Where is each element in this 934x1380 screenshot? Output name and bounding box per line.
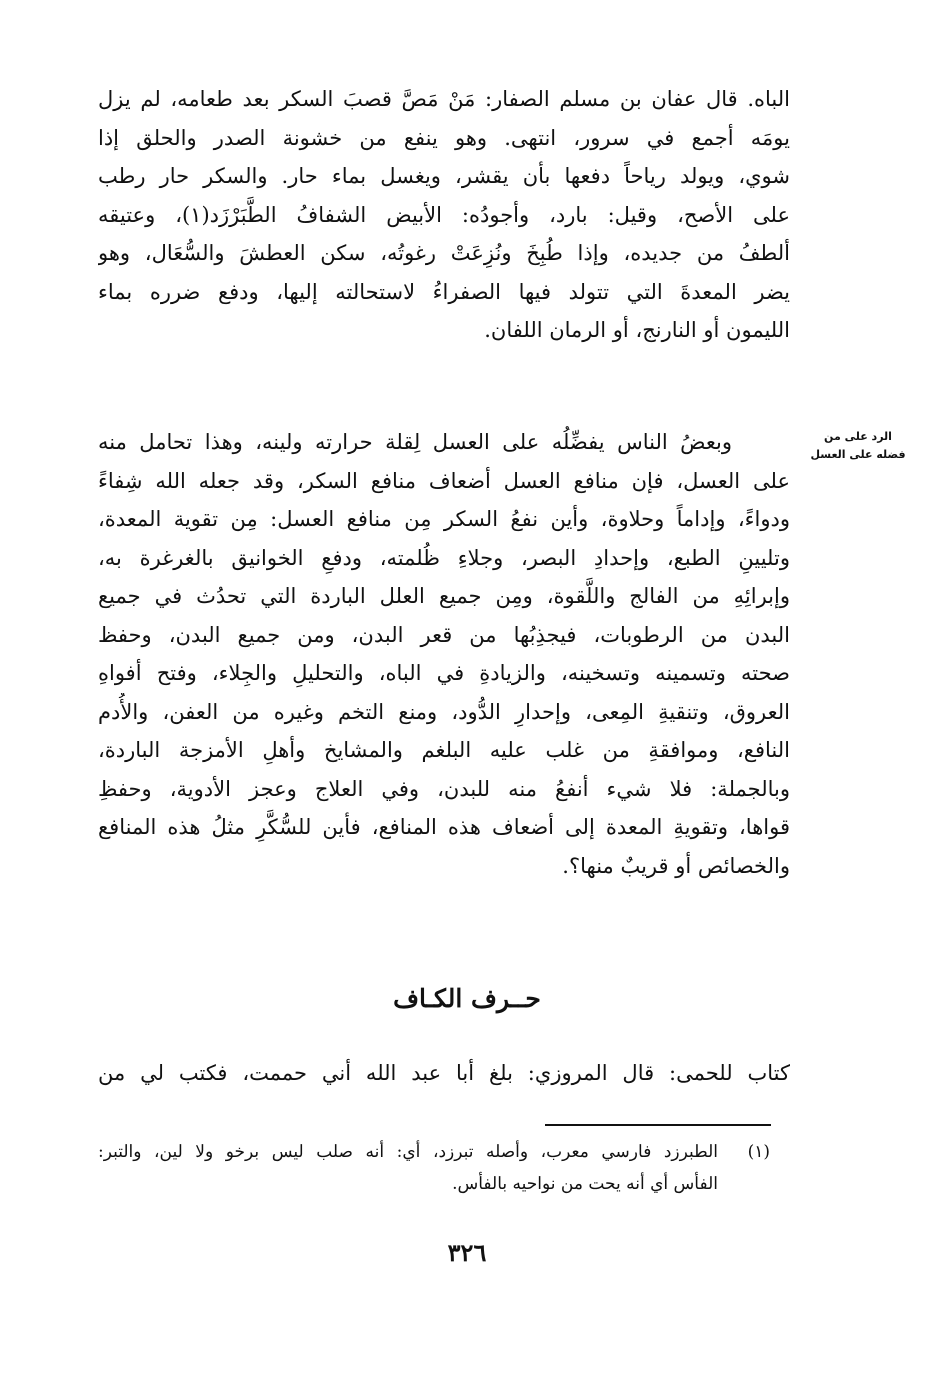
text-line: ودواءً، وإداماً وحلاوة، وأين نفعُ السكر مِن منافع العسل: مِن تقوية المعدة،: [98, 507, 790, 531]
page-number: ٣٢٦: [447, 1238, 487, 1267]
text-line: يومَه أجمع في سرور، انتهى. وهو ينفع من خشونة الصدر والحلق إذا: [98, 125, 790, 150]
footnote-text: [98, 1136, 718, 1200]
text-line: وتليينِ الطبع، وإحدادِ البصر، وجلاءِ ظُلمته، ودفعِ الخوانيق بالغرغرة به،: [98, 545, 790, 570]
footnote-divider: [545, 1124, 771, 1126]
text-line: والخصائص أو قريبٌ منها؟.: [562, 853, 790, 878]
footnote-number: (١): [747, 1142, 770, 1162]
text-line: على الأصح، وقيل: بارد، وأجودُه: الأبيض الشفافُ الطَّبَرْزَد(١)، وعتيقه: [98, 202, 790, 227]
text-line: وبعضُ الناس يفضِّلُه على العسل لِقلة حرارته ولينه، وهذا تحامل منه: [98, 430, 732, 454]
text-line: البدن من الرطوبات، فيجذِبُها من قعر البدن، ومن جميع البدن، وحفظ: [98, 622, 790, 647]
paragraph-sugar: [98, 80, 790, 350]
text-line: العروق، وتنقيةِ المِعى، وإحدارِ الدُّود، ومنع التخم وغيره من العفن، والأُدم: [98, 699, 790, 724]
text-line: قواها، وتقويةِ المعدة إلى أضعاف هذه المنافع، فأين للسُّكَّرِ مثلُ هذه المنافع: [98, 815, 790, 839]
text-line: النافع، وموافقةِ من غلب عليه البلغم والمشايخ وأهلِ الأمزجة الباردة،: [98, 738, 790, 762]
text-line: وبالجملة: فلا شيء أنفعُ منه للبدن، وفي العلاج وعجز الأدوية، وحفظِ: [98, 776, 790, 801]
footnote: [98, 1136, 770, 1200]
text-line: كتاب للحمى: قال المروزي: بلغ أبا عبد الله أني حممت، فكتب لي من: [98, 1061, 790, 1085]
text-line: على العسل، فإن منافع العسل أضعاف منافع السكر، وقد جعله الله شِفاءً: [98, 468, 790, 493]
paragraph-honey: [98, 423, 790, 885]
text-line: شوي، ويولد رياحاً دفعها بأن يقشر، ويغسل بماء حار. والسكر حار رطب: [98, 164, 790, 188]
footnote-line: الطبرزد فارسي معرب، وأصله تبرزد، أي: أنه صلب ليس برخو ولا لين، والتبر:: [98, 1142, 718, 1162]
margin-note: الرد على من فضله على العسل: [810, 430, 906, 461]
text-line: وإبرائِهِ من الفالج واللَّقوة، ومِن جميع العلل الباردة التي تحدُث في جميع: [98, 584, 790, 608]
section-heading: حــرف الكـاف: [393, 984, 541, 1013]
text-line: ألطفُ من جديده، وإذا طُبِخَ ونُزِعَتْ رغوتُه، سكن العطشَ والسُّعَال، وهو: [98, 241, 790, 265]
text-line: صحته وتسمينه وتسخينه، والزيادةِ في الباه، والتحليلِ والجِلاء، وفتح أفواهِ: [98, 661, 790, 685]
paragraph-fever: [98, 1054, 790, 1093]
text-line: يضر المعدةَ التي تتولد فيها الصفراءُ لاستحالته إليها، ودفع ضرره بماء: [98, 279, 790, 304]
text-line: الليمون أو النارنج، أو الرمان اللفان.: [484, 318, 790, 342]
footnote-line: الفأس أي أنه يحت من نواحيه بالفأس.: [452, 1174, 718, 1194]
text-line: الباه. قال عفان بن مسلم الصفار: مَنْ مَصَّ قصبَ السكر بعد طعامه، لم يزل: [98, 87, 790, 111]
